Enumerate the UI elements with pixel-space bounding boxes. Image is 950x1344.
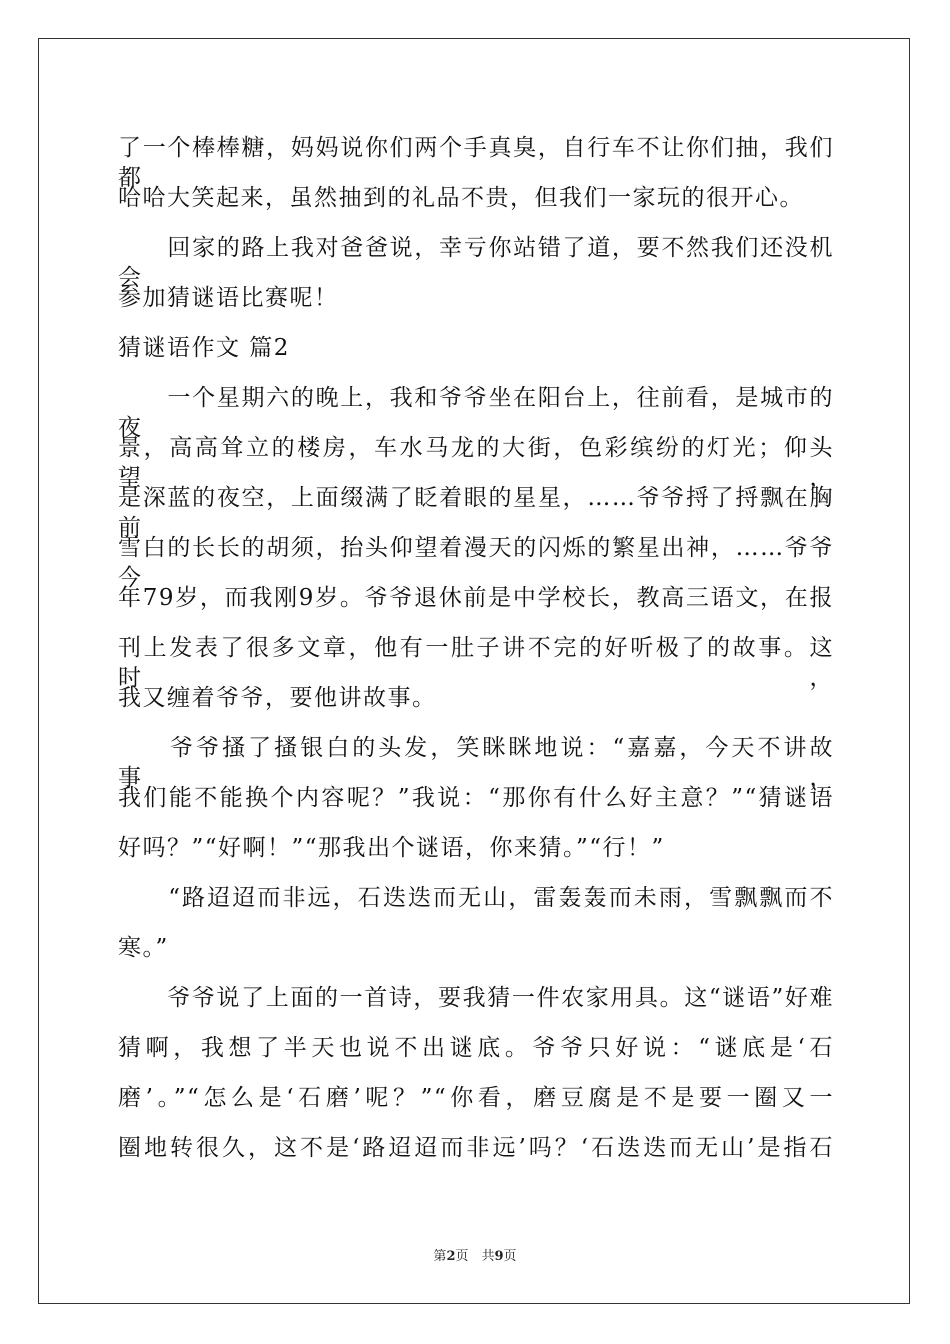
footer-page-mid: 页 共	[455, 1249, 495, 1264]
text-line: 我们能不能换个内容呢？”我说：“那你有什么好主意？”“猜谜语	[118, 785, 834, 811]
text-line: 年79岁，而我刚9岁。爷爷退休前是中学校长，教高三语文，在报	[118, 585, 834, 611]
footer-page-prefix: 第	[433, 1249, 447, 1264]
text-line: 我又缠着爷爷，要他讲故事。	[118, 685, 437, 711]
text-line: 哈哈大笑起来，虽然抽到的礼品不贵，但我们一家玩的很开心。	[118, 185, 804, 211]
footer-page-suffix: 页	[503, 1249, 517, 1264]
footer-total-pages: 9	[494, 1249, 504, 1264]
page-footer	[0, 1248, 950, 1266]
text-line: “路迢迢而非远，石迭迭而无山，雷轰轰而未雨，雪飘飘而不	[118, 885, 834, 911]
text-line: 景，高高耸立的楼房，车水马龙的大街，色彩缤纷的灯光；仰头望，	[118, 435, 834, 491]
section-heading: 猜谜语作文 篇2	[118, 335, 290, 361]
text-line: 雪白的长长的胡须，抬头仰望着漫天的闪烁的繁星出神，……爷爷今	[118, 535, 834, 591]
text-line: 一个星期六的晚上，我和爷爷坐在阳台上，往前看，是城市的夜	[118, 385, 834, 441]
footer-current-page: 2	[446, 1249, 456, 1264]
text-line: 圈地转很久，这不是‘路迢迢而非远’吗？‘石迭迭而无山’是指石	[118, 1135, 834, 1161]
text-line: 爷爷说了上面的一首诗，要我猜一件农家用具。这“谜语”好难	[118, 985, 834, 1011]
text-line: 参加猜谜语比赛呢！	[118, 285, 339, 311]
text-line: 寒。”	[118, 935, 169, 961]
text-line: 猜啊，我想了半天也说不出谜底。爷爷只好说：“谜底是‘石	[118, 1035, 834, 1061]
text-line: 爷爷搔了搔银白的头发，笑眯眯地说：“嘉嘉，今天不讲故事，	[118, 735, 834, 791]
text-line: 好吗？”“好啊！”“那我出个谜语，你来猜。”“行！”	[118, 835, 665, 861]
text-line: 了一个棒棒糖，妈妈说你们两个手真臭，自行车不让你们抽，我们都	[118, 135, 834, 191]
text-line: 磨’。”“怎么是‘石磨’呢？”“你看，磨豆腐是不是要一圈又一	[118, 1085, 834, 1111]
text-line: 回家的路上我对爸爸说，幸亏你站错了道，要不然我们还没机会	[118, 235, 834, 291]
text-line: 是深蓝的夜空，上面缀满了眨着眼的星星，……爷爷捋了捋飘在胸前	[118, 485, 834, 541]
text-line: 刊上发表了很多文章，他有一肚子讲不完的好听极了的故事。这时，	[118, 635, 834, 691]
